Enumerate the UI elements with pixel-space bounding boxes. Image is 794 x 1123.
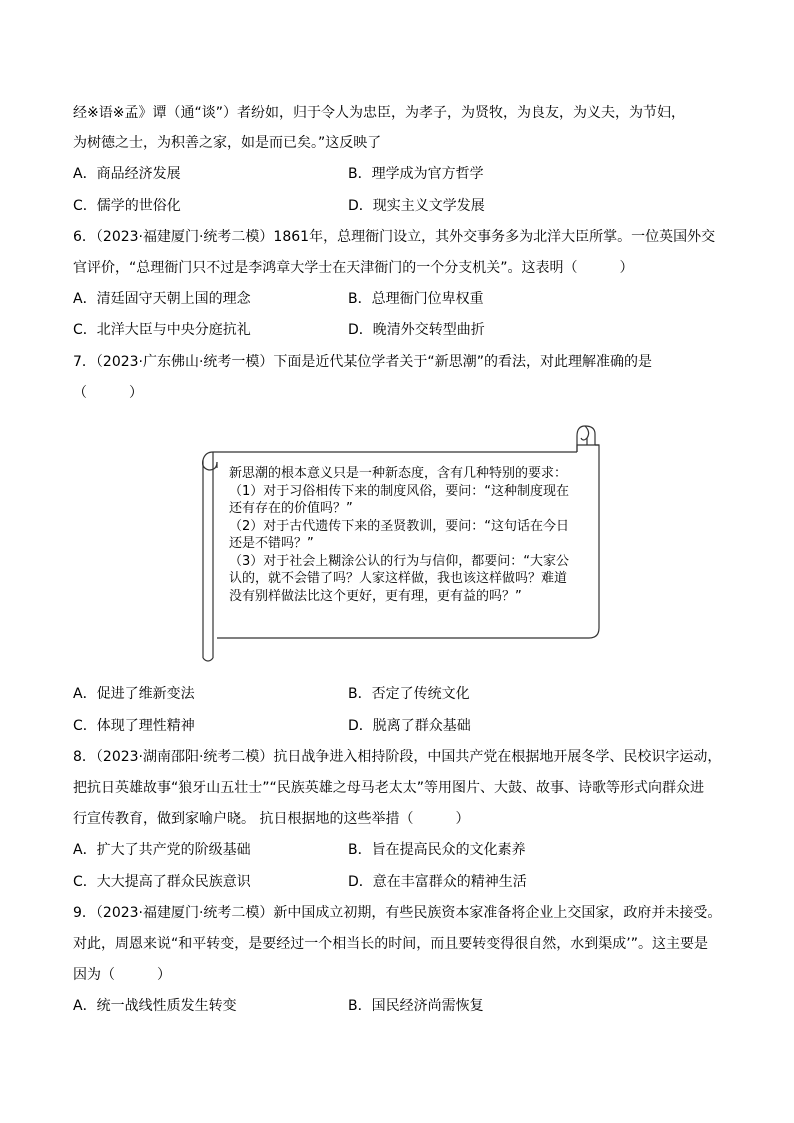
scroll-line-4: （2）对于古代遗传下来的圣贤教训，要问：“这句话在今日 [229, 518, 570, 534]
scroll-quote [229, 465, 591, 605]
q9-stem-line-2: 对此，周恩来说“和平转变，是要经过一个相当长的时间，而且要转变得很自然，水到渠成’”。这主要是 [73, 936, 708, 952]
q9-option-a: A．统一战线性质发生转变 [73, 998, 237, 1014]
q6-stem-line-1: 6．（2023·福建厦门·统考二模）1861年，总理衙门设立，其外交事务多为北洋大臣所掌。一位英国外交 [73, 229, 716, 245]
q6-option-c: C．北洋大臣与中央分庭抗礼 [73, 322, 251, 338]
q5-option-b: B．理学成为官方哲学 [348, 166, 484, 182]
scroll-line-2: （1）对于习俗相传下来的制度风俗，要问：“这种制度现在 [229, 483, 570, 499]
q9-stem-line-3: 因为（ ） [73, 967, 171, 983]
scroll-line-5: 还是不错吗？” [229, 536, 314, 551]
q5-option-a: A．商品经济发展 [73, 166, 181, 182]
q7-option-b: B．否定了传统文化 [348, 686, 470, 702]
q9-option-b: B．国民经济尚需恢复 [348, 998, 484, 1014]
q8-stem-line-1: 8．（2023·湖南邵阳·统考二模）抗日战争进入相持阶段，中国共产党在根据地开展冬学、民校识字运动， [73, 749, 722, 765]
scroll-line-3: 还有存在的价值吗？” [229, 501, 353, 516]
q6-option-a: A．清廷固守天朝上国的理念 [73, 291, 251, 307]
q5-option-d: D．现实主义文学发展 [348, 198, 485, 214]
q5-stem-line-2: 为树德之士，为积善之家，如是而已矣。”这反映了 [73, 135, 382, 151]
q6-stem-line-2: 官评价，“总理衙门只不过是李鸿章大学士在天津衙门的一个分支机关”。这表明（ ） [73, 260, 634, 276]
q7-option-d: D．脱离了群众基础 [348, 718, 471, 734]
q7-stem-line-1: 7．（2023·广东佛山·统考一模）下面是近代某位学者关于“新思潮”的看法，对此理解准确的是 [73, 354, 652, 370]
scroll-line-1: 新思潮的根本意义只是一种新态度，含有几种特别的要求： [229, 466, 568, 481]
scroll-line-7: 认的，就不会错了吗？人家这样做，我也该这样做吗？难道 [229, 571, 568, 586]
q7-option-a: A．促进了维新变法 [73, 686, 195, 702]
scroll-line-6: （3）对于社会上糊涂公认的行为与信仰，都要问：“大家公 [229, 553, 570, 569]
q8-stem-line-2: 把抗日英雄故事“狼牙山五壮士”“民族英雄之母马老太太”等用图片、大鼓、故事、诗歌等形式向群众进 [73, 780, 705, 796]
q6-option-d: D．晚清外交转型曲折 [348, 322, 485, 338]
q8-option-b: B．旨在提高民众的文化素养 [348, 842, 526, 858]
q8-option-d: D．意在丰富群众的精神生活 [348, 874, 527, 890]
q5-stem-line-1: 经※语※孟》谭（通“谈”）者纷如，归于令人为忠臣，为孝子，为贤牧，为良友，为义夫，为节妇， [73, 105, 685, 121]
q8-stem-line-3: 行宣传教育，做到家喻户晓。 抗日根据地的这些举措（ ） [73, 811, 470, 827]
q8-option-c: C．大大提高了群众民族意识 [73, 874, 251, 890]
scroll-line-8: 没有别样做法比这个更好，更有理，更有益的吗？” [229, 588, 522, 604]
q8-option-a: A．扩大了共产党的阶级基础 [73, 842, 251, 858]
q6-option-b: B．总理衙门位卑权重 [348, 291, 484, 307]
q7-option-c: C．体现了理性精神 [73, 718, 195, 734]
q7-stem-line-2: （ ） [73, 385, 143, 401]
q9-stem-line-1: 9．（2023·福建厦门·统考二模）新中国成立初期，有些民族资本家准备将企业上交国家，政府并未接受。 [73, 905, 722, 921]
q5-option-c: C．儒学的世俗化 [73, 198, 181, 214]
